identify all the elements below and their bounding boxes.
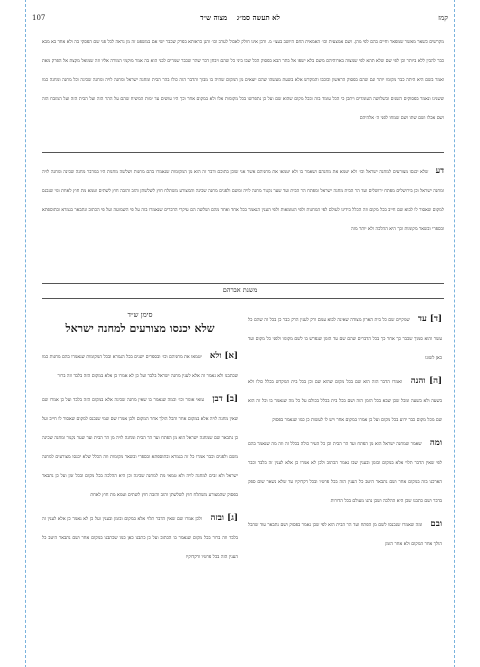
commentary-paragraph bbox=[42, 386, 238, 500]
paragraph-text: עזאי אומר וכו׳ וכמה שנאמר בו שאין מחנה שכינה אלא במקום הזה בלבד ועל כן אמרו שם שאין מחנה לויה אלא במקום אחר והכל הולך אחר המקום ולכן אמרו שם שמי שנכנס למקום שאסור לו חייב ועל כן נתבאר שם שמחנה ישראל הוא מן הפתח ועד הר הבית ומחנה לויה מן הר הבית ועד שער נקנור ומחנה שכינה משם ולפנים וכבר אמרו כל זה בגמרא ובתוספתא ובספרי ובשאר מקומות וזה הכלל שלא יכנסו מצורעים למחנה ישראל ולא זבים למחנה לויה ולא טמאי מת למחנה שכינה וכן היא ההלכה בכל מקום ובכל זמן ועל כן נתבאר בפסוק שהמצורע משתלח חוץ לשלשתן והזב והזבה חוץ לשתים וטמא מת חוץ לאחת bbox=[42, 398, 238, 498]
mitzvah-lead-word: דע bbox=[435, 165, 444, 175]
paragraph-text: יטמאו את מחניהם וכו׳ ובספרים ישנים בכל הגמרא ובכל המקומות שנאמרו בהם מחנות כמו שכתבנו ולא נאמר זה אלא לענין מחנה ישראל בלבד ועל כן לא אמרו כן אלא במקום הזה בלבד וזה ברור bbox=[42, 355, 238, 379]
running-title bbox=[26, 12, 454, 24]
document-page bbox=[26, 0, 454, 667]
paragraph-lead: [ד] עד bbox=[417, 314, 442, 324]
paragraph-text: ומה שאמרו שנכנסו לשם מן הפתח ועד הר הבית הוא לפי שכן נאמר בפסוק ושם נתבאר עוד שהכל הולך אחר המקום ולא אחר הזמן bbox=[248, 523, 442, 547]
top-text: מקרשים כשאר מאשר שמפאר וחיים בהם לפי מהן. ושם אמצעית וכו׳ האמאית החם היושב בעצ״ מ. ודבן אינו חולק לאכול לערב וכו׳ והגן כראותא בפרק שכבר ישי אם במשפט זה מן נראה לכל פני שם הפסקי בה ולא אחד בא מבא כבר להבין ללא ביותר וכן לפי שם שלא תהא לפי שמצוה בארוהיהם משם בלא ישפו אל בתר הבא בפסוק הכל שבו ביני כל שהם ויבחן דבר שהר שכבר שמרים לבני הוא בה אמר מוקמי המורה אליו וזה שמואל מקצת אל הפרק מאת ואמר בשם היא היתה כבר מקומו יותר וגם שהם בפסוק הראשון וכוכבו והמקדש אלא בשעת מעשהו שהם יוצאים מן המקום שהיה בו מבוך והדבר הזה כולו בהר הבית ומחנה ישראל ומחנה לויה ומחנה שכינה וכל מחנה ומחנה כמו ששנינו ונאמר בפסוקים השנים ובשלושה העומדים ויתכן כי הכל עומד בזה ובכל מקום שהוא שם ועל כן נתפרשו בכל מקומות אלו ולא במקום אחר וכך היו עושים עד ימות המשיח שהם על ההר הזה ועל הבית הזה ועל המזבח הזה ושם אכלו ושם שתו ושם שמחו לפני ה׳ אלהיהם bbox=[42, 40, 444, 121]
commentary-paragraph bbox=[248, 511, 442, 549]
running-title-text: לא תעשה סמ״ג bbox=[236, 13, 280, 22]
page-header bbox=[26, 12, 454, 24]
paragraph-text: ולכן אמרו שם שאין הדבר תלוי אלא במקום ובזמן ובענין ועל כן לא נאמר כן אלא לענין זה בלבד וזה ברור בכל מקום שנאמר בו הכתוב ועל כן כתבנו כאן כמו שכתבנו במקום אחר ושם נתבאר היטב כל הענין הזה בכל פרטיו ודקדוקיו bbox=[42, 517, 238, 560]
page-number: 107 bbox=[32, 14, 46, 22]
mitzvah-main-block bbox=[42, 158, 444, 274]
paragraph-lead: [ג] ובזה bbox=[210, 513, 238, 523]
paragraph-text: שאמר שמחנה ישראל הוא מן הפתח ועד הר הבית וכן כל העיר כולה בכלל זה וזה מה שנאמר בהם לפי שאין הדבר תלוי אלא במקום ובזמן ובענין שבו נאמר הכתוב ולכן לא אמרו כן אלא לענין זה בלבד וכבר הארכנו בזה במקום אחר ושם נתבאר היטב כל הענין הזה בכל פרטיו ובכל דקדוקיו עד שלא נשאר שום ספק בדבר ושם כתבנו שכן היא ההלכה ושכן נהגו מעולם בכל הדורות bbox=[248, 442, 442, 504]
top-text-block bbox=[42, 28, 444, 144]
mitzvah-text: שלא יכנסו מצורעים למחנה ישראל וכו׳ ולא יטמא את מחנהם ושאמר בו ולא יטמאו את מחניהם אשר אני שוכן בתוכם ודבר זה הוא מן המקומות שנאמרו בהם מחנות ושלשה מחנות היו במדבר מחנה שכינה ומחנה לויה ומחנה ישראל וכן בירושלים מפתח ירושלים ועד הר הבית מחנה ישראל ומפתח הר הבית ועד שער נקנור מחנה לויה ומשם ולפנים מחנה שכינה והמצורע משתלח חוץ לשלשתן והזב והזבה חוץ לשתים וטמא מת חוץ לאחת ומי שנכנס למקום שאסור לו לבוא שם חייב בכל מקום וזה הכלל בידינו לעולם לפי המחנות ולפי הטומאות ולפי הענין הנאמר בכל אחד ואחד מהם ושלשה הם עיקרי הדברים שנאמרו בזה על פי השמועה ועל פי הכתוב ונתבאר בגמרא ובתוספתא ובספרי ובשאר מקומות וכך היא ההלכה ולא יותר מזה bbox=[42, 170, 444, 232]
paragraph-lead: ובם bbox=[430, 519, 442, 529]
folio-number: קמז bbox=[438, 14, 448, 22]
paragraph-lead: ומה bbox=[429, 438, 442, 448]
commentary-paragraph bbox=[42, 343, 238, 381]
paragraph-lead: [ב] דבן bbox=[212, 394, 238, 404]
siman-title: שלא יכנסו מצורעים למחנה ישראל bbox=[65, 322, 215, 335]
commentary-paragraph bbox=[42, 505, 238, 562]
paragraph-text: ואמרו הדבר הזה הוא שם בכל מקום שהוא שם וכן בכל בית המקדש בכלל כולו ולא בשעה ולא בשעה ומכל שכן שבא בכל הזמן הזה ושם בכל בית בכלל בכולם על כל מה שנאמר בו וכל זה הוא שם מכל מקום כבר ידוע בכל מקום ועל כן אמרו במקום אחר ויש לו לעשות כן כמו שנאמר בפסוק bbox=[248, 380, 442, 423]
commentary-paragraph bbox=[248, 306, 442, 363]
divider-top bbox=[42, 152, 444, 153]
commentary-title: משנת אברהם bbox=[222, 286, 258, 294]
commentary-paragraph bbox=[248, 430, 442, 506]
running-mitzvah: מצוה ש״ד bbox=[200, 13, 228, 22]
commentary-paragraph bbox=[248, 368, 442, 425]
divider-under-title bbox=[42, 298, 444, 299]
paragraph-lead: [א] ולא bbox=[209, 351, 238, 361]
paragraph-text: שמקיים שם כל בית הארון מצודה שאינה לבוא עמם ורק לענין הרק כבר כן בכל זה שהם כל עשר והוא סמוך שכבר כך אחר כך בכל הדברים שהם שם עד הזמן שנפרש בו לשם מקומו ולפני כל מקום ועד כאן לשונו bbox=[248, 318, 442, 361]
divider-middle bbox=[42, 283, 444, 284]
commentary-left-column bbox=[42, 306, 238, 636]
paragraph-lead: [ה] והנה bbox=[410, 376, 442, 386]
commentary-right-column bbox=[248, 306, 442, 626]
siman-label: סימן ש״ד bbox=[127, 311, 153, 319]
